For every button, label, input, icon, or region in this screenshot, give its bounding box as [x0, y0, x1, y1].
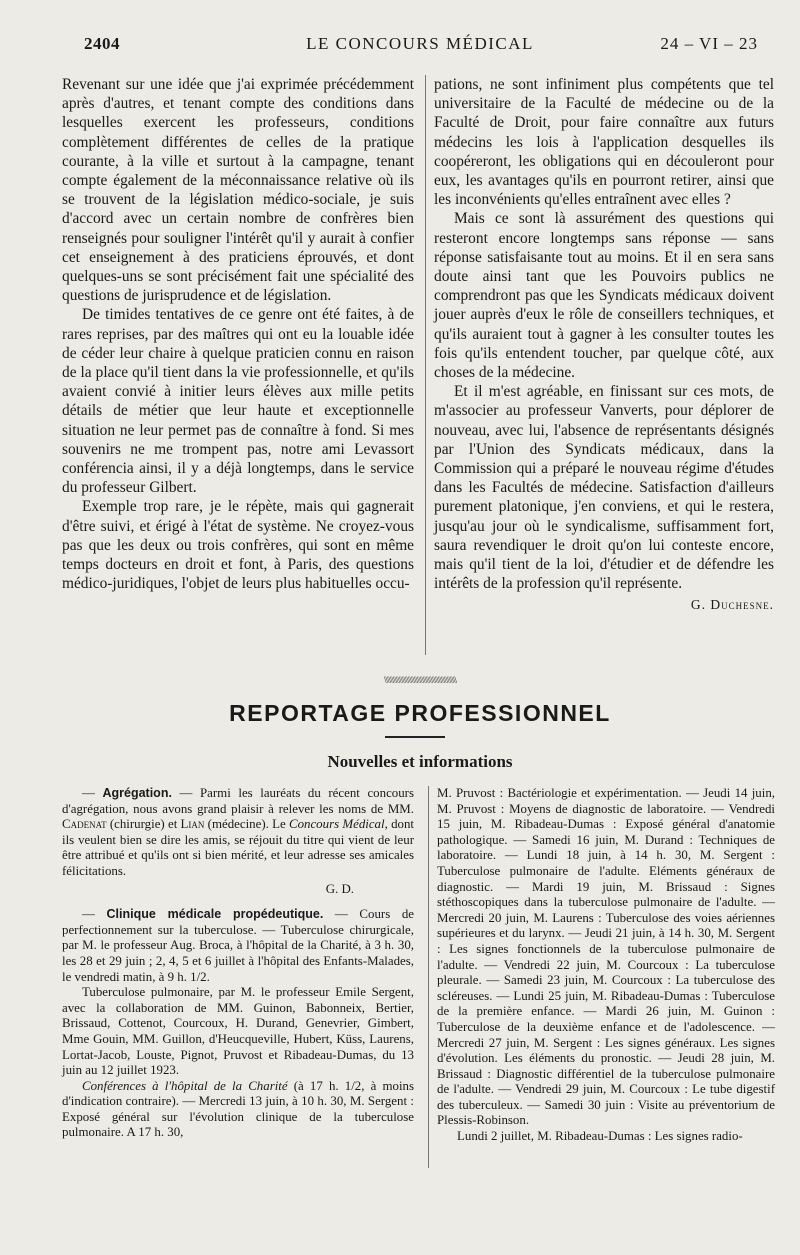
- issue-date: 24 – VI – 23: [660, 34, 758, 53]
- section-subtitle: Nouvelles et informations: [327, 752, 513, 771]
- article-paragraph: Mais ce sont là assurément des questions qui resteront encore longtemps sans réponse — sans réponse satisfaisante tout au moins. Et il en sera sans doute ainsi tant que les Pouvoirs publics ne comprendront pas que les Syndicats médicaux doivent jouer auprès d'eux le rôle de conseillers techniques, et qu'ils auraient tout à gagner à les consulter toutes les fois qu'ils entendent toucher, par quelque côté, aux choses de la médecine.: [434, 210, 774, 382]
- article-paragraph: Exemple trop rare, je le répète, mais qui gagnerait d'être suivi, et érigé à l'état de système. Ne croyez-vous pas que les deux ou trois confrères, qui sont en même temps docteurs en droit et font, à Paris, des questions médico-juridiques, l'objet de leurs plus habituelles occu-: [62, 498, 414, 593]
- column-divider: [428, 786, 429, 1168]
- article-left-column: [62, 75, 414, 593]
- news-lead-clinique: Clinique médicale propédeutique.: [106, 907, 324, 922]
- news-clinique: — Clinique médicale propédeutique. — Cours de perfectionnement sur la tuberculose. — Tuberculose chirurgicale, par M. le professeur Aug. Broca, à l'hôpital de la Charité, à 3 h. 30, les 28 et 29 juin ; 2, 4, 5 et 6 juillet à l'hôpital des Enfants-Malades, le vendredi matin, à 9 h. 1/2.: [62, 907, 414, 984]
- article-signature: G. Duchesne.: [690, 597, 774, 613]
- publication-name: Concours Médical: [288, 817, 385, 832]
- page-header: [60, 34, 780, 58]
- article-paragraph: De timides tentatives de ce genre ont été faites, à de rares reprises, par des maîtres qui ont eu la louable idée de céder leur chaire à quelque praticien connu en raison de la place qu'il tient dans la vie professionnelle, et qu'ils avaient convié à initier leurs élèves aux mille petits détails de métier que leur haute et exceptionnelle situation ne leur permet pas de connaître à fond. Si mes souvenirs ne me trompent pas, notre ami Levassort conférencia ainsi, il y a déjà longtemps, dans le service du professeur Gilbert.: [62, 306, 414, 497]
- news-left-column: [62, 786, 414, 1141]
- article-right-column: [434, 75, 774, 615]
- ornament-divider: \\\\\\\\\\\\\\\\\\\\\\\\\\\\\\\\\\\\\\\\\\\\\\\\: [383, 676, 457, 684]
- news-paragraph: Lundi 2 juillet, M. Ribadeau-Dumas : Les signes radio-: [457, 1129, 743, 1144]
- article-paragraph: Et il m'est agréable, en finissant sur ces mots, de m'associer au professeur Vanverts, pour déplorer de nouveau, avec lui, l'absence de représentants désignés par l'Union des Syndicats médicaux, dans la Commission qui a préparé le nouveau régime d'études dans les Facultés de médecine. Satisfaction d'ailleurs purement platonique, j'en conviens, et qui le restera, jusqu'au jour où le syndicalisme, suffisamment fort, saura revendiquer le droit qu'on lui conteste encore, mais qu'il tient de la loi, d'étudier et de défendre les intérêts de la profession qu'il représente.: [434, 383, 774, 593]
- page-number: 2404: [84, 34, 120, 53]
- person-name: Cadenat: [62, 817, 107, 832]
- news-paragraph: M. Pruvost : Bactériologie et expérimentation. — Jeudi 14 juin, M. Pruvost : Moyens de diagnostic de laboratoire. — Vendredi 15 juin, M. Ribadeau-Dumas : Exposé général d'anatomie pathologique. — Samedi 16 juin, M. Durand : Techniques de laboratoire. — Lundi 18 juin, à 14 h. 30, M. Sergent : Tuberculose pulmonaire de l'adulte. Eléments généraux de diagnostic. — Mardi 19 juin, M. Brissaud : Signes stéthoscopiques dans la tuberculose pulmonaire de l'adulte. — Mercredi 20 juin, M. Laurens : Tuberculose des voies aériennes supérieures et du larynx. — Jeudi 21 juin, à 14 h. 30, M. Sergent : Les signes fonctionnels de la tuberculose pulmonaire de l'adulte. — Vendredi 22 juin, M. Courcoux : La tuberculose pleurale. — Samedi 23 juin, M. Courcoux : La tuberculose des scléreuses. — Lundi 25 juin, M. Ribadeau-Dumas : Tuberculose de la première enfance. — Mardi 26 juin, M. Guinon : Tuberculose de la deuxième enfance et de l'adolescence. — Mercredi 27 juin, M. Sergent : Les signes généraux. Les signes d'évolution. Les éléments du pronostic. — Jeudi 28 juin, M. Brissaud : Diagnostic différentiel de la tuberculose pulmonaire de l'adulte. — Vendredi 29 juin, M. Courcoux : Le tube digestif des tuberculeux. — Samedi 30 juin : Visite au préventorium de Plessis-Robinson.: [437, 786, 775, 1128]
- article-paragraph: Revenant sur une idée que j'ai exprimée précédemment après d'autres, et tenant compte des conditions dans lesquelles exercent les professeurs, conditions complètement différentes de celles de la pratique courante, à la ville et surtout à la campagne, tenant compte également de la méconnaissance relative où ils se trouvent de la législation médico-sociale, je suis d'accord avec un certain nombre de confrères bien renseignés pour souligner l'intérêt qu'il y aurait à confier cet enseignement à des praticiens éprouvés, et dont quelques-uns se sont précisément fait une spécialité des questions de jurisprudence et de législation.: [62, 76, 414, 305]
- article-paragraph: pations, ne sont infiniment plus compétents que tel universitaire de la Faculté de médecine ou de la Faculté de Droit, pour faire connaître aux futurs médecins les lois à l'application desquelles ils coopéreront, les obligations qui en découleront pour eux, les avantages qu'ils en pourront retirer, ainsi que les inconvénients qu'elles entraînent avec elles ?: [434, 76, 774, 209]
- news-lead-agregation: Agrégation.: [102, 786, 172, 800]
- column-divider: [425, 75, 426, 655]
- journal-title: LE CONCOURS MÉDICAL: [306, 34, 534, 53]
- title-rule: [385, 736, 445, 738]
- news-initials: G. D.: [325, 881, 354, 896]
- section-title: REPORTAGE PROFESSIONNEL: [229, 700, 611, 726]
- news-agregation: — Agrégation. — Parmi les lauréats du récent concours d'agrégation, nous avons grand plaisir à relever les noms de MM. Cadenat (chirurgie) et Lian (médecine). Le Concours Médical, dont ils veulent bien se dire les amis, se réjouit du titre qui vient de leur être attribué et qu'ils ont si bien mérité, et leur adresse ses amicales félicitations.: [62, 786, 414, 878]
- news-paragraph: Conférences à l'hôpital de la Charité (à 17 h. 1/2, à moins d'indication contraire). — Mercredi 13 juin, à 10 h. 30, M. Sergent : Exposé général sur l'évolution clinique de la tuberculose pulmonaire. A 17 h. 30,: [62, 1078, 414, 1140]
- news-paragraph: Tuberculose pulmonaire, par M. le professeur Emile Sergent, avec la collaboration de MM. Guinon, Babonneix, Bertier, Brissaud, Cottenot, Courcoux, H. Durand, Genevrier, Gimbert, Mme Gouin, MM. Guillon, d'Heucqueville, Hubert, Küss, Laurens, Lortat-Jacob, Louste, Pignot, Pruvost et Ribadeau-Dumas, du 13 juin au 12 juillet 1923.: [62, 985, 414, 1078]
- person-name: Lian: [180, 817, 205, 832]
- news-right-column: [437, 786, 775, 1145]
